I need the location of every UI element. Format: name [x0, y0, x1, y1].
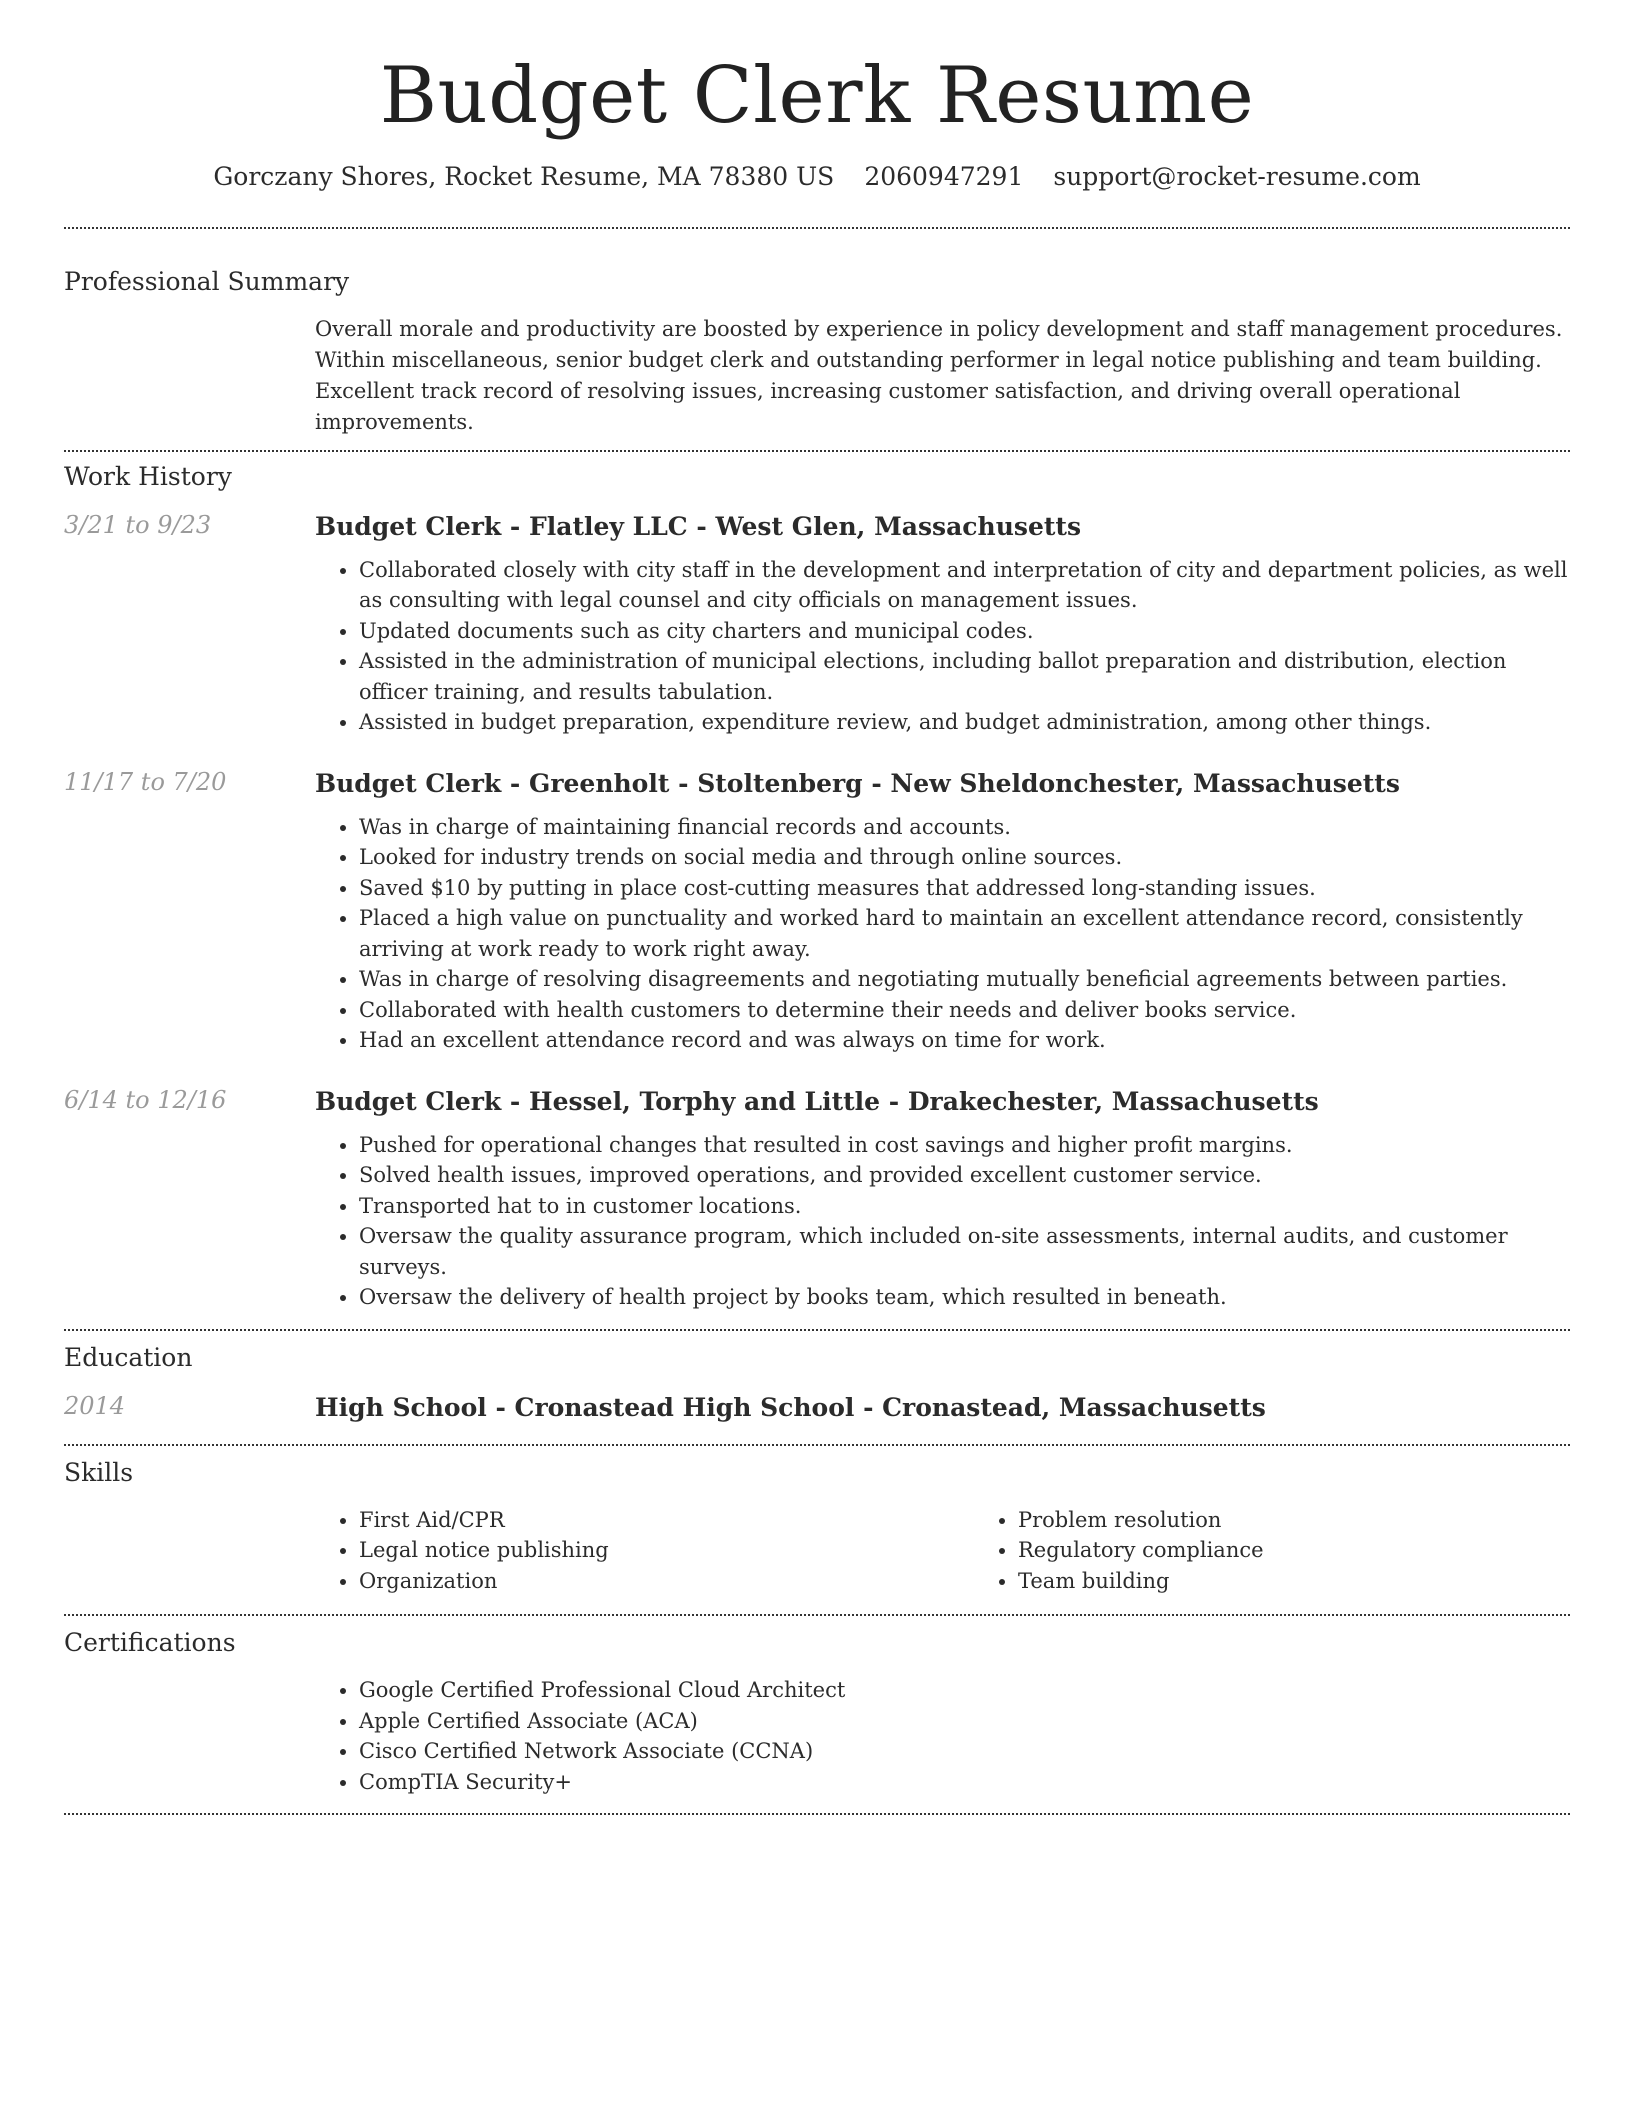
job-bullet: • Solved health issues, improved operations, and provided excellent customer service.: [359, 1160, 1570, 1191]
skills-list-right: [974, 1505, 1632, 1597]
skill-item: • Problem resolution: [1018, 1505, 1632, 1536]
job-title: Budget Clerk - Hessel, Torphy and Little - Drakechester, Massachusetts: [315, 1086, 1319, 1116]
education-entry: [64, 1392, 1570, 1424]
skill-item: • Legal notice publishing: [359, 1535, 974, 1566]
job-bullet: • Was in charge of maintaining financial records and accounts.: [359, 812, 1570, 843]
job-bullet: • Oversaw the quality assurance program, which included on-site assessments, internal audits, and customer surveys.: [359, 1221, 1570, 1282]
summary-section: [64, 267, 1570, 438]
certifications-section: [64, 1628, 1570, 1797]
contact-line: [64, 162, 1570, 191]
summary-heading: Professional Summary: [64, 266, 350, 296]
work-divider: [64, 1329, 1570, 1331]
skills-divider: [64, 1614, 1570, 1616]
education-degree: High School - Cronastead High School - Cronastead, Massachusetts: [315, 1392, 1266, 1422]
resume-title: Budget Clerk Resume: [379, 51, 1255, 141]
skill-item: • First Aid/CPR: [359, 1505, 974, 1536]
work-history-heading: Work History: [64, 461, 232, 491]
job-entry: [64, 768, 1570, 1056]
job-bullet: • Was in charge of resolving disagreements and negotiating mutually beneficial agreements between parties.: [359, 964, 1570, 995]
certifications-list: [315, 1675, 1570, 1797]
job-bullets: [315, 812, 1570, 1056]
job-title: Budget Clerk - Flatley LLC - West Glen, Massachusetts: [315, 511, 1082, 541]
job-bullet: • Assisted in the administration of municipal elections, including ballot preparation and distribution, election officer training, and results tabulation.: [359, 646, 1570, 707]
certifications-heading: Certifications: [64, 1628, 236, 1658]
skills-list-left: [315, 1505, 974, 1597]
job-title: Budget Clerk - Greenholt - Stoltenberg - New Sheldonchester, Massachusetts: [315, 768, 1400, 798]
contact-email: support@rocket-resume.com: [1053, 161, 1421, 191]
job-bullets: [315, 1130, 1570, 1313]
job-bullet: • Looked for industry trends on social media and through online sources.: [359, 842, 1570, 873]
job-entry: [64, 1086, 1570, 1313]
skill-item: • Regulatory compliance: [1018, 1535, 1632, 1566]
education-heading: Education: [64, 1342, 193, 1372]
skills-heading: Skills: [64, 1457, 134, 1487]
skill-item: • Team building: [1018, 1566, 1632, 1597]
job-dates: 3/21 to 9/23: [64, 510, 212, 539]
job-bullet: • Oversaw the delivery of health project by books team, which resulted in beneath.: [359, 1282, 1570, 1313]
certification-item: • Google Certified Professional Cloud Architect: [359, 1675, 1570, 1706]
job-bullet: • Updated documents such as city charters and municipal codes.: [359, 616, 1570, 647]
job-bullet: • Placed a high value on punctuality and worked hard to maintain an excellent attendance record, consistently arriving at work ready to work right away.: [359, 903, 1570, 964]
summary-divider: [64, 450, 1570, 452]
resume-page: [64, 0, 1570, 1815]
job-dates: 6/14 to 12/16: [64, 1085, 227, 1114]
job-bullet: • Pushed for operational changes that resulted in cost savings and higher profit margins.: [359, 1130, 1570, 1161]
job-entry: [64, 511, 1570, 738]
header-divider: [64, 227, 1570, 229]
contact-address: Gorczany Shores, Rocket Resume, MA 78380 US: [213, 161, 835, 191]
education-divider: [64, 1444, 1570, 1446]
job-dates: 11/17 to 7/20: [64, 767, 227, 796]
skill-item: • Organization: [359, 1566, 974, 1597]
job-bullet: • Collaborated with health customers to determine their needs and deliver books service.: [359, 995, 1570, 1026]
job-bullet: • Collaborated closely with city staff in the development and interpretation of city and department policies, as well as consulting with legal counsel and city officials on management issues.: [359, 555, 1570, 616]
summary-text: Overall morale and productivity are boosted by experience in policy development and staff management procedures. Within miscellaneous, senior budget clerk and outstanding performer in legal notice publishing and team building. Excellent track record of resolving issues, increasing customer satisfaction, and driving overall operational improvements.: [315, 316, 1563, 434]
education-year: 2014: [64, 1391, 126, 1420]
certifications-divider: [64, 1813, 1570, 1815]
certification-item: • Apple Certified Associate (ACA): [359, 1706, 1570, 1737]
job-bullet: • Transported hat to in customer locations.: [359, 1191, 1570, 1222]
work-history-section: [64, 462, 1570, 1313]
job-bullet: • Had an excellent attendance record and was always on time for work.: [359, 1025, 1570, 1056]
contact-phone: 2060947291: [864, 161, 1024, 191]
education-section: [64, 1343, 1570, 1424]
job-bullets: [315, 555, 1570, 738]
certification-item: • Cisco Certified Network Associate (CCNA): [359, 1736, 1570, 1767]
skills-section: [64, 1458, 1570, 1597]
certification-item: • CompTIA Security+: [359, 1767, 1570, 1798]
job-bullet: • Saved $10 by putting in place cost-cutting measures that addressed long-standing issues.: [359, 873, 1570, 904]
job-bullet: • Assisted in budget preparation, expenditure review, and budget administration, among other things.: [359, 707, 1570, 738]
